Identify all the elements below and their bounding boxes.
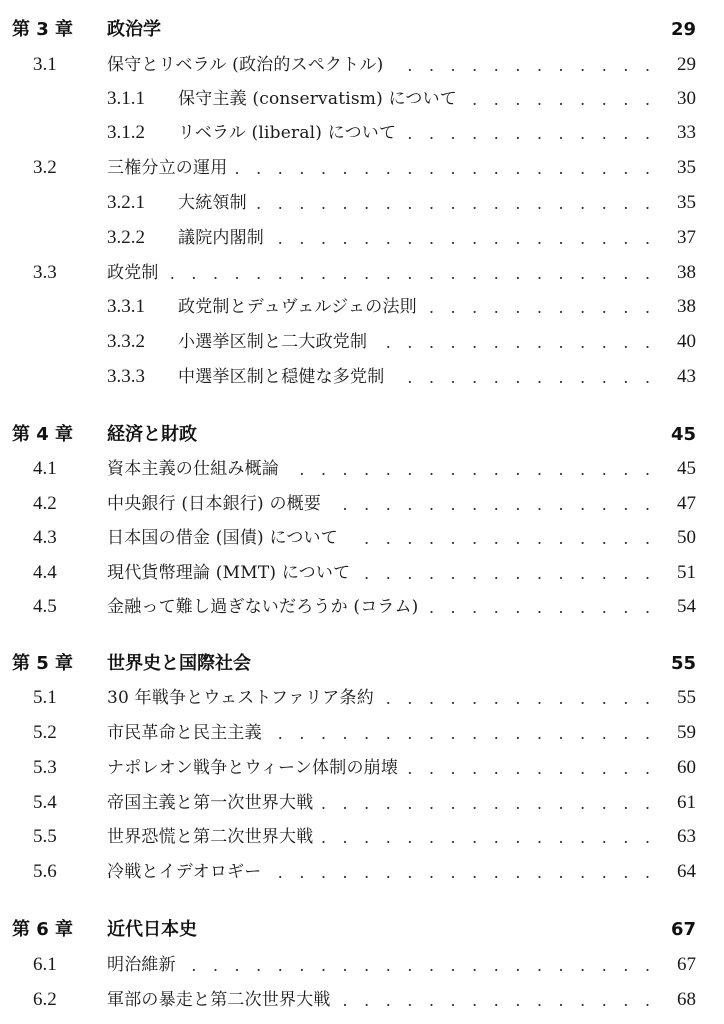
section-title: 明治維新	[107, 955, 176, 975]
subsection-title: リベラル (liberal) について	[178, 123, 397, 143]
section-page: 61	[677, 792, 696, 813]
chapter-title: 近代日本史	[107, 919, 197, 940]
toc-section-5-4[interactable]	[0, 786, 724, 820]
subsection-number: 3.3.3	[107, 366, 145, 387]
dot-leader	[358, 556, 656, 590]
toc-section-5-2[interactable]	[0, 716, 724, 750]
dot-leader	[375, 325, 656, 359]
section-page: 63	[677, 826, 696, 847]
section-number: 5.2	[33, 722, 57, 743]
section-page: 64	[677, 861, 696, 882]
section-title: 市民革命と民主主義	[107, 723, 262, 743]
section-number: 4.4	[33, 562, 57, 583]
section-number: 5.4	[33, 792, 57, 813]
dot-leader	[382, 681, 656, 715]
section-page: 60	[677, 757, 696, 778]
section-page: 50	[677, 527, 696, 548]
subsection-page: 30	[677, 88, 696, 109]
section-title: 冷戦とイデオロギー	[107, 862, 262, 882]
section-page: 67	[677, 954, 696, 975]
section-page: 51	[677, 562, 696, 583]
toc-section-3-2[interactable]	[0, 151, 724, 185]
section-page: 45	[677, 458, 696, 479]
chapter-title: 政治学	[107, 19, 161, 40]
chapter-page: 55	[670, 653, 696, 674]
toc-chapter-4[interactable]	[0, 418, 724, 452]
toc-section-4-2[interactable]	[0, 487, 724, 521]
dot-leader	[465, 82, 656, 116]
toc-section-4-3[interactable]	[0, 521, 724, 555]
section-page: 68	[677, 989, 696, 1010]
section-page: 54	[677, 596, 696, 617]
section-number: 6.2	[33, 989, 57, 1010]
toc-section-4-5[interactable]	[0, 590, 724, 624]
section-title: 資本主義の仕組み概論	[107, 459, 279, 479]
dot-leader	[329, 487, 656, 521]
dot-leader	[392, 360, 656, 394]
toc-section-6-1[interactable]	[0, 948, 724, 982]
section-number: 4.3	[33, 527, 57, 548]
toc-subsection-3-1-1[interactable]	[0, 82, 724, 116]
section-page: 29	[677, 54, 696, 75]
section-title: 保守とリベラル (政治的スペクトル)	[107, 55, 384, 75]
section-title: 政党制	[107, 263, 159, 283]
section-page: 38	[677, 262, 696, 283]
dot-leader	[404, 116, 656, 150]
toc-section-5-3[interactable]	[0, 751, 724, 785]
toc-subsection-3-3-1[interactable]	[0, 290, 724, 324]
section-page: 35	[677, 157, 696, 178]
dot-leader	[235, 151, 656, 185]
toc-chapter-5[interactable]	[0, 647, 724, 681]
toc-section-5-6[interactable]	[0, 855, 724, 889]
chapter-title: 世界史と国際社会	[107, 653, 251, 674]
chapter-title: 経済と財政	[107, 424, 197, 445]
toc-subsection-3-2-2[interactable]	[0, 221, 724, 255]
section-number: 3.2	[33, 157, 57, 178]
chapter-number: 第 3 章	[12, 19, 74, 40]
subsection-page: 40	[677, 331, 696, 352]
subsection-page: 43	[677, 366, 696, 387]
section-number: 3.3	[33, 262, 57, 283]
section-title: ナポレオン戦争とウィーン体制の崩壊	[107, 758, 399, 778]
dot-leader	[287, 452, 656, 486]
subsection-number: 3.2.1	[107, 192, 145, 213]
toc-chapter-6[interactable]	[0, 913, 724, 947]
subsection-title: 小選挙区制と二大政党制	[178, 332, 368, 352]
dot-leader	[167, 256, 656, 290]
toc-section-4-1[interactable]	[0, 452, 724, 486]
toc-section-5-5[interactable]	[0, 820, 724, 854]
chapter-number: 第 4 章	[12, 424, 74, 445]
section-number: 4.2	[33, 493, 57, 514]
section-title: 世界恐慌と第二次世界大戦	[107, 827, 314, 847]
toc-section-3-1[interactable]	[0, 48, 724, 82]
chapter-number: 第 5 章	[12, 653, 74, 674]
chapter-number: 第 6 章	[12, 919, 74, 940]
dot-leader	[425, 290, 656, 324]
section-title: 現代貨幣理論 (MMT) について	[107, 563, 351, 583]
subsection-number: 3.1.1	[107, 88, 145, 109]
toc-section-4-4[interactable]	[0, 556, 724, 590]
dot-leader	[270, 716, 656, 750]
toc-section-3-3[interactable]	[0, 256, 724, 290]
section-number: 4.1	[33, 458, 57, 479]
section-page: 59	[677, 722, 696, 743]
toc-chapter-3[interactable]	[0, 13, 724, 47]
dot-leader	[339, 983, 656, 1017]
section-number: 4.5	[33, 596, 57, 617]
subsection-title: 大統領制	[178, 193, 247, 213]
section-title: 日本国の借金 (国債) について	[107, 528, 338, 548]
dot-leader	[346, 521, 656, 555]
subsection-title: 議院内閣制	[178, 228, 264, 248]
section-number: 5.6	[33, 861, 57, 882]
section-number: 5.5	[33, 826, 57, 847]
section-number: 5.3	[33, 757, 57, 778]
subsection-page: 33	[677, 122, 696, 143]
section-title: 三権分立の運用	[107, 158, 228, 178]
toc-subsection-3-2-1[interactable]	[0, 186, 724, 220]
dot-leader	[427, 590, 657, 624]
section-title: 帝国主義と第一次世界大戦	[107, 793, 314, 813]
section-title: 30 年戦争とウェストファリア条約	[107, 688, 374, 708]
section-page: 47	[677, 493, 696, 514]
subsection-title: 保守主義 (conservatism) について	[178, 89, 457, 109]
subsection-title: 政党制とデュヴェルジェの法則	[178, 297, 417, 317]
chapter-page: 45	[670, 424, 696, 445]
section-title: 金融って難し過ぎないだろうか (コラム)	[107, 597, 419, 617]
dot-leader	[391, 48, 656, 82]
subsection-page: 38	[677, 296, 696, 317]
subsection-number: 3.2.2	[107, 227, 145, 248]
section-number: 5.1	[33, 687, 57, 708]
subsection-page: 35	[677, 192, 696, 213]
subsection-number: 3.3.1	[107, 296, 145, 317]
dot-leader	[321, 786, 656, 820]
subsection-title: 中選挙区制と穏健な多党制	[178, 367, 385, 387]
section-number: 6.1	[33, 954, 57, 975]
toc-subsection-3-1-2[interactable]	[0, 116, 724, 150]
dot-leader	[184, 948, 656, 982]
dot-leader	[406, 751, 656, 785]
dot-leader	[269, 855, 656, 889]
section-title: 軍部の暴走と第二次世界大戦	[107, 990, 331, 1010]
toc-subsection-3-3-2[interactable]	[0, 325, 724, 359]
dot-leader	[255, 186, 656, 220]
toc-section-5-1[interactable]	[0, 681, 724, 715]
dot-leader	[272, 221, 656, 255]
section-page: 55	[677, 687, 696, 708]
section-number: 3.1	[33, 54, 57, 75]
toc-subsection-3-3-3[interactable]	[0, 360, 724, 394]
chapter-page: 29	[670, 19, 696, 40]
section-title: 中央銀行 (日本銀行) の概要	[107, 494, 322, 514]
dot-leader	[321, 820, 656, 854]
chapter-page: 67	[670, 919, 696, 940]
subsection-number: 3.1.2	[107, 122, 145, 143]
subsection-number: 3.3.2	[107, 331, 145, 352]
toc-section-6-2[interactable]	[0, 983, 724, 1017]
subsection-page: 37	[677, 227, 696, 248]
